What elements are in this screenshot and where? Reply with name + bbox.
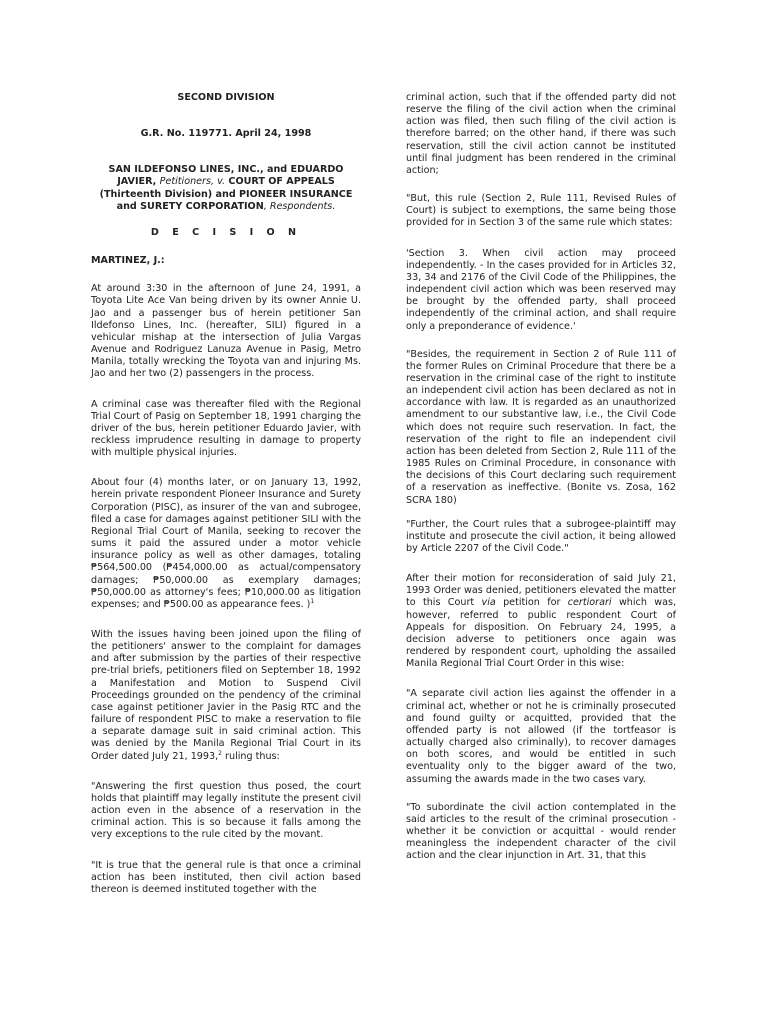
- paragraph: [406, 573, 676, 670]
- paragraph-text: ruling thus:: [222, 750, 280, 762]
- quoted-paragraph: "Further, the Court rules that a subrogee-plaintiff may institute and prosecute the civil action, it being allowed by Article 2207 of the Civil Code.": [406, 518, 676, 554]
- quoted-paragraph: criminal action, such that if the offended party did not reserve the filing of the civil action when the criminal action was filed, then such filing of the civil action is therefore barred; on the other hand, if there was such reservation, still the civil action cannot be instituted until final judgment has been rendered in the criminal action;: [406, 92, 676, 176]
- italic-term: via: [481, 597, 496, 609]
- paragraph: [91, 629, 361, 763]
- respondents-label: Respondents: [269, 200, 333, 212]
- paragraph-text: petition for: [495, 597, 568, 609]
- division-heading: SECOND DIVISION: [177, 92, 275, 103]
- parties-respondents: COURT OF APPEALS (Thirteenth Division) and PIONEER INSURANCE and SURETY CORPORATION: [99, 176, 353, 212]
- quoted-section: 'Section 3. When civil action may proceed independently. - In the cases provided for in Articles 32, 33, 34 and 2176 of the Civil Code of the Philippines, the independent civil action which was been reserved may be brought by the offended party, shall proceed independently of the criminal action, and shall require only a preponderance of evidence.': [406, 247, 676, 332]
- decision-heading: D E C I S I O N: [150, 226, 302, 238]
- footnote-link[interactable]: 1: [310, 597, 315, 605]
- italic-term: certiorari: [567, 597, 612, 609]
- quoted-paragraph: "Answering the first question thus posed, the court holds that plaintiff may legally institute the present civil action even in the absence of a reservation in the criminal action. This is so because it falls among the very exceptions to the rule cited by the movant.: [91, 780, 361, 841]
- petitioners-label: Petitioners: [159, 176, 211, 188]
- right-column: [406, 92, 676, 874]
- paragraph-text: About four (4) months later, or on January 13, 1992, herein private respondent Pioneer Insurance and Surety Corporation (PISC), as insurer of the van and subrogee, filed a case for damages against petitioner SILI with the Regional Trial Court of Manila, seeking to recover the sums it paid the assured under a motor vehicle insurance policy as well as other damages, totaling ₱564,500.00 (₱454,000.00 as actual/compensatory damages; ₱50,000.00 as exemplary damages; ₱50,000.00 as attorney's fees; ₱10,000.00 as litigation expenses; and ₱500.00 as appearance fees. ): [91, 477, 361, 610]
- quoted-paragraph: "A separate civil action lies against the offender in a criminal act, whether or not he is criminally prosecuted and found guilty or acquitted, provided that the offended party is not allowed (if the tortfeasor is actually charged also criminally), to recover damages on both scores, and would be entitled in such eventuality only to the bigger award of the two, assuming the awards made in the two cases vary.: [406, 688, 676, 785]
- gr-number: G.R. No. 119771. April 24, 1998: [140, 128, 312, 140]
- parties-petitioners: SAN ILDEFONSO LINES, INC., and EDUARDO JAVIER,: [108, 164, 344, 188]
- case-header: [91, 92, 361, 267]
- versus-label: v.: [217, 176, 226, 188]
- quoted-paragraph: "To subordinate the civil action contemplated in the said articles to the result of the criminal prosecution - whether it be conviction or acquittal - would render meaningless the independent character of the civil action and the clear injunction in Art. 31, that this: [406, 801, 676, 862]
- paragraph: A criminal case was thereafter filed with the Regional Trial Court of Pasig on September 18, 1991 charging the driver of the bus, herein petitioner Eduardo Javier, with reckless imprudence resulting in damage to property with multiple physical injuries.: [91, 398, 361, 459]
- left-column: [91, 92, 361, 908]
- paragraph-text: With the issues having been joined upon the filing of the petitioners' answer to the complaint for damages and after submission by the parties of their respective pre-trial briefs, petitioners filed on September 18, 1992 a Manifestation and Motion to Suspend Civil Proceedings grounded on the pendency of the criminal case against petitioner Javier in the Pasig RTC and the failure of respondent PISC to make a reservation to file a separate damage suit in said criminal action. This was denied by the Manila Regional Trial Court in its Order dated July 21, 1993,: [91, 629, 361, 762]
- quoted-paragraph: "It is true that the general rule is that once a criminal action has been instituted, then civil action based thereon is deemed instituted together with the: [91, 859, 361, 895]
- paragraph: At around 3:30 in the afternoon of June 24, 1991, a Toyota Lite Ace Van being driven by its owner Annie U. Jao and a passenger bus of herein petitioner San Ildefonso Lines, Inc. (hereafter, SILI) figured in a vehicular mishap at the intersection of Julia Vargas Avenue and Rodriguez Lanuza Avenue in Pasig, Metro Manila, totally wrecking the Toyota van and injuring Ms. Jao and her two (2) passengers in the process.: [91, 283, 361, 380]
- ponente: MARTINEZ, J.:: [91, 255, 165, 267]
- footnote-link[interactable]: 2: [218, 749, 222, 757]
- paragraph: [91, 477, 361, 611]
- quoted-paragraph: "Besides, the requirement in Section 2 of Rule 111 of the former Rules on Criminal Procedure that there be a reservation in the criminal case of the right to institute an independent civil action has been declared as not in accordance with law. It is regarded as an unauthorized amendment to our substantive law, i.e., the Civil Code which does not require such reservation. In fact, the reservation of the right to file an independent civil action has been deleted from Section 2, Rule 111 of the 1985 Rules on Criminal Procedure, in consonance with the decisions of this Court declaring such requirement of a reservation as ineffective. (Bonite vs. Zosa, 162 SCRA 180): [406, 348, 676, 506]
- case-parties: SAN ILDEFONSO LINES, INC., and EDUARDO JAVIER, Petitioners, v. COURT OF APPEALS (Thirteenth Division) and PIONEER INSURANCE and SURETY CORPORATION, Respondents.: [99, 164, 353, 212]
- quoted-paragraph: "But, this rule (Section 2, Rule 111, Revised Rules of Court) is subject to exemptions, the same being those provided for in Section 3 of the same rule which states:: [406, 193, 676, 229]
- paragraph-text: which was, however, referred to public respondent Court of Appeals for disposition. On February 24, 1995, a decision adverse to petitioners once again was rendered by respondent court, upholding the assailed Manila Regional Trial Court Order in this wise:: [406, 597, 677, 670]
- paragraph-text: After their motion for reconsideration of said July 21, 1993 Order was denied, petitioners elevated the matter to this Court: [406, 573, 676, 609]
